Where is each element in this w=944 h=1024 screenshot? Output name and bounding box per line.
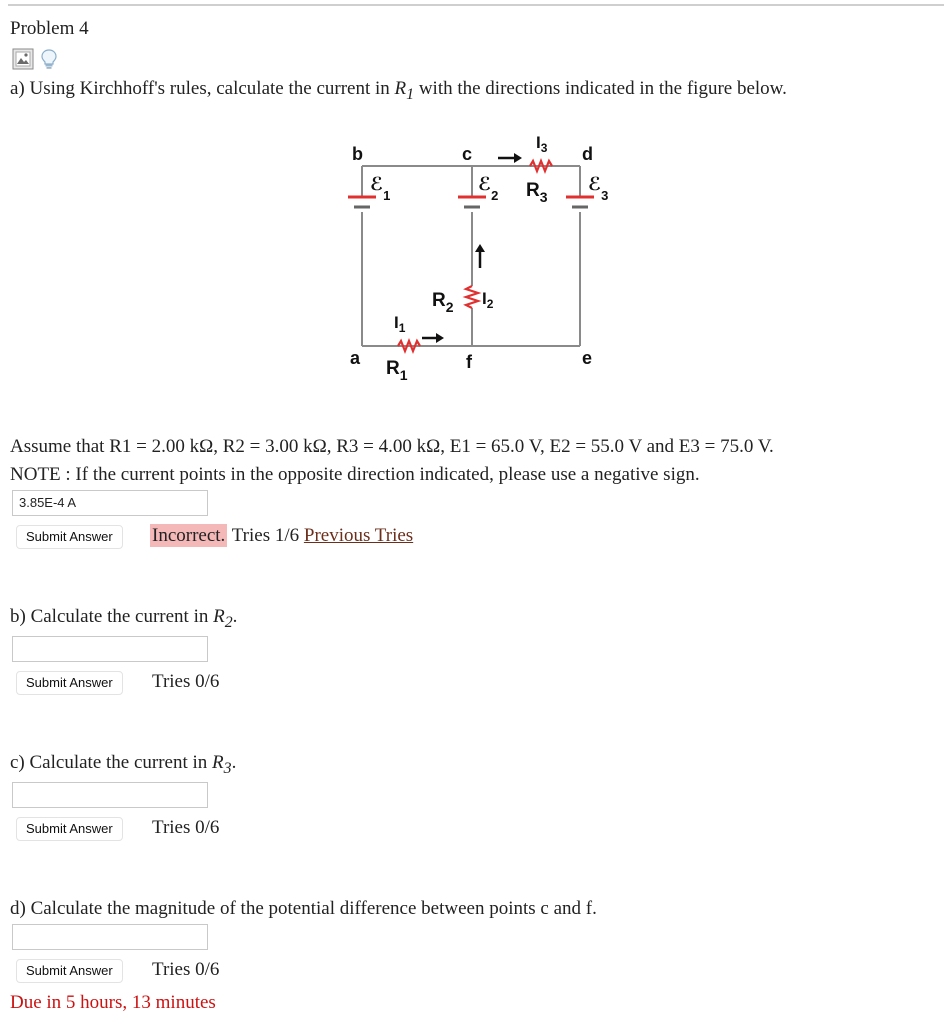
part-a-status xyxy=(150,525,413,547)
arrow-i1 xyxy=(422,333,444,343)
emf-e2-subscript: 2 xyxy=(491,188,499,203)
resistor-r2 xyxy=(466,286,478,308)
part-a-note: NOTE : If the current points in the opposite direction indicated, please use a negative sign. xyxy=(10,464,700,485)
node-e-label: e xyxy=(582,348,593,368)
part-c-var: R xyxy=(212,752,224,773)
part-b-tries: Tries 0/6 xyxy=(152,671,220,692)
part-c-tries: Tries 0/6 xyxy=(152,817,220,838)
emf-e3-symbol: ℰ xyxy=(588,174,602,194)
battery-e2 xyxy=(458,197,486,207)
resistor-r2-symbol: R xyxy=(432,290,446,311)
part-b-prefix: b) Calculate the current in xyxy=(10,606,214,627)
part-b-submit-button[interactable]: Submit Answer xyxy=(16,671,123,695)
problem-title: Problem 4 xyxy=(10,18,89,39)
resistor-r1-label xyxy=(386,358,408,383)
emf-e1-subscript: 1 xyxy=(383,188,391,203)
resistor-r3-symbol: R xyxy=(526,180,540,201)
part-d-answer-input[interactable] xyxy=(12,924,208,950)
part-a-submit-button[interactable]: Submit Answer xyxy=(16,525,123,549)
emf-e2-symbol: ℰ xyxy=(478,174,492,194)
part-d-tries: Tries 0/6 xyxy=(152,959,220,980)
part-b-sub: 2 xyxy=(224,613,233,631)
resistor-r3-subscript: 3 xyxy=(539,189,548,205)
part-a-suffix: with the directions indicated in the figure below. xyxy=(414,78,787,99)
part-d-submit-button[interactable]: Submit Answer xyxy=(16,959,123,983)
due-notice: Due in 5 hours, 13 minutes xyxy=(10,992,216,1013)
current-i2-symbol: I xyxy=(482,289,487,308)
part-b-answer-input[interactable] xyxy=(12,636,208,662)
previous-tries-link[interactable]: Previous Tries xyxy=(303,525,414,546)
node-c-label: c xyxy=(462,144,473,164)
emf-e3-subscript: 3 xyxy=(601,188,609,203)
emf-e2-label xyxy=(478,174,498,203)
battery-e1 xyxy=(348,197,376,207)
node-b-label: b xyxy=(352,144,363,164)
current-i3-subscript: 3 xyxy=(540,141,548,155)
part-a-assumptions: Assume that R1 = 2.00 kΩ, R2 = 3.00 kΩ, R3 = 4.00 kΩ, E1 = 65.0 V, E2 = 55.0 V and E3 = 75.0 V. xyxy=(10,436,774,457)
current-i1-label xyxy=(394,313,406,335)
resistor-r2-label xyxy=(432,290,454,315)
part-b-suffix: . xyxy=(232,606,238,627)
part-a-answer-input[interactable]: 3.85E-4 A xyxy=(12,490,208,516)
top-divider xyxy=(8,4,944,6)
part-b-var: R xyxy=(213,606,225,627)
current-i1-subscript: 1 xyxy=(398,321,406,335)
node-a-label: a xyxy=(350,348,361,368)
resistor-r2-subscript: 2 xyxy=(445,299,454,315)
incorrect-badge: Incorrect. xyxy=(152,525,226,546)
part-a-prefix: a) Using Kirchhoff's rules, calculate the current in xyxy=(10,78,395,99)
emf-e1-symbol: ℰ xyxy=(370,174,384,194)
part-a-tries: Tries 1/6 xyxy=(231,525,300,546)
part-d-question: d) Calculate the magnitude of the potential difference between points c and f. xyxy=(10,898,597,919)
current-i3-symbol: I xyxy=(536,133,541,152)
part-c-answer-input[interactable] xyxy=(12,782,208,808)
part-c-prefix: c) Calculate the current in xyxy=(10,752,213,773)
circuit-diagram xyxy=(330,128,630,390)
emf-e1-label xyxy=(370,174,390,203)
part-c-question xyxy=(10,752,236,780)
resistor-r1-symbol: R xyxy=(386,358,400,379)
current-i2-label xyxy=(482,289,494,311)
resistor-r1-subscript: 1 xyxy=(399,367,408,383)
current-i1-symbol: I xyxy=(394,313,399,332)
part-a-question xyxy=(10,78,787,106)
node-f-label: f xyxy=(466,352,472,372)
battery-e3 xyxy=(566,197,594,207)
hint-lightbulb-icon[interactable] xyxy=(38,48,60,70)
image-icon[interactable] xyxy=(12,48,34,70)
part-b-question xyxy=(10,606,237,634)
part-a-sub: 1 xyxy=(406,85,415,103)
part-c-sub: 3 xyxy=(223,759,232,777)
arrow-i2 xyxy=(475,244,485,268)
problem-icons xyxy=(12,48,60,70)
node-d-label: d xyxy=(582,144,593,164)
current-i2-subscript: 2 xyxy=(486,297,494,311)
emf-e3-label xyxy=(588,174,608,203)
part-a-var: R xyxy=(394,78,407,99)
current-i3-label xyxy=(536,133,548,155)
arrow-i3 xyxy=(498,153,522,163)
part-c-submit-button[interactable]: Submit Answer xyxy=(16,817,123,841)
resistor-r3-label xyxy=(526,180,548,205)
part-c-suffix: . xyxy=(231,752,237,773)
